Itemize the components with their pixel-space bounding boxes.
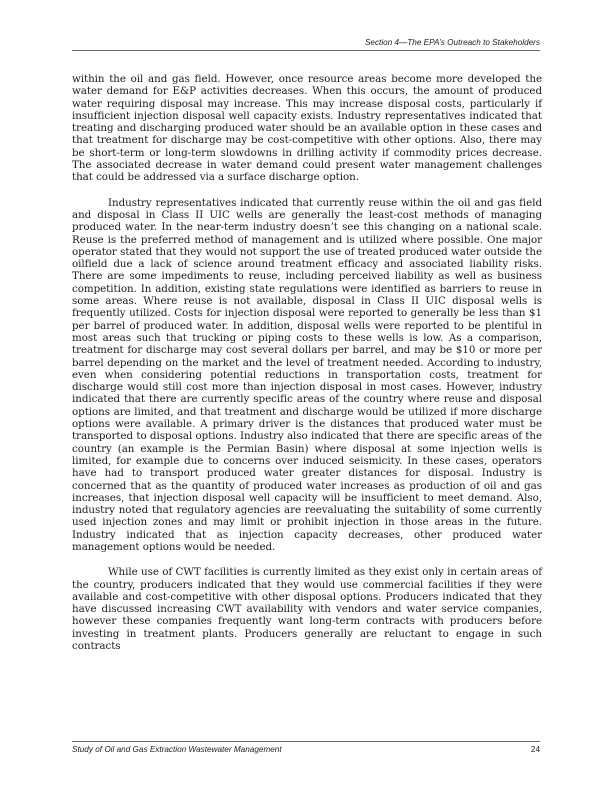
running-footer bbox=[72, 741, 540, 754]
running-header bbox=[72, 38, 540, 51]
paragraph-continuation: within the oil and gas field. However, once resource areas become more developed the water demand for E&P activities decreases. When this occurs, the amount of produced water requiring disposal may increase. This may increase disposal costs, particularly if insufficient injection disposal well capacity exists. Industry representatives indicated that treating and discharging produced water should be an available option in these cases and that treatment for discharge may be cost-competitive with other options. Also, there may be short-term or long-term slowdowns in drilling activity if commodity prices decrease. The associated decrease in water demand could present water management challenges that could be addressed via a surface discharge option. bbox=[72, 73, 542, 184]
page-number: 24 bbox=[530, 745, 540, 754]
paragraph-reuse-and-disposal: Industry representatives indicated that currently reuse within the oil and gas field and disposal in Class II UIC wells are generally the least-cost methods of managing produced water. In the near-term industry doesn’t see this changing on a national scale. Reuse is the preferred method of management and is utilized where possible. One major operator stated that they would not support the use of treated produced water outside the oilfield due a lack of science around treatment efficacy and associated liability risks. There are some impediments to reuse, including perceived liability as well as business competition. In addition, existing state regulations were identified as barriers to reuse in some areas. Where reuse is not available, disposal in Class II UIC disposal wells is frequently utilized. Costs for injection disposal were reported to generally be less than $1 per barrel of produced water. In addition, disposal wells were reported to be plentiful in most areas such that trucking or piping costs to these wells is low. As a comparison, treatment for discharge may cost several dollars per barrel, and may be $10 or more per barrel depending on the market and the level of treatment needed. According to industry, even when considering potential reductions in transportation costs, treatment for discharge would still cost more than injection disposal in most cases. However, industry indicated that there are currently specific areas of the country where reuse and disposal options are limited, and that treatment and discharge would be utilized if more discharge options were available. A primary driver is the distances that produced water must be transported to disposal options. Industry also indicated that there are specific areas of the country (an example is the Permian Basin) where disposal at some injection wells is limited, for example due to concerns over induced seismicity. In these cases, operators have had to transport produced water greater distances for disposal. Industry is concerned that as the quantity of produced water increases as production of oil and gas increases, that injection disposal well capacity will be insufficient to meet demand. Also, industry noted that regulatory agencies are reevaluating the suitability of some currently used injection zones and may limit or prohibit injection in those areas in the future. Industry indicated that as injection capacity decreases, other produced water management options would be needed. bbox=[72, 196, 542, 553]
section-title: Section 4—The EPA’s Outreach to Stakeholders bbox=[364, 38, 540, 47]
document-body bbox=[72, 73, 542, 665]
paragraph-cwt-facilities: While use of CWT facilities is currently limited as they exist only in certain areas of the country, producers indicated that they would use commercial facilities if they were available and cost-competitive with other disposal options. Producers indicated that they have discussed increasing CWT availability with vendors and water service companies, however these companies frequently want long-term contracts with producers before investing in treatment plants. Producers generally are reluctant to engage in such contracts bbox=[72, 566, 542, 653]
document-title: Study of Oil and Gas Extraction Wastewater Management bbox=[72, 745, 282, 754]
